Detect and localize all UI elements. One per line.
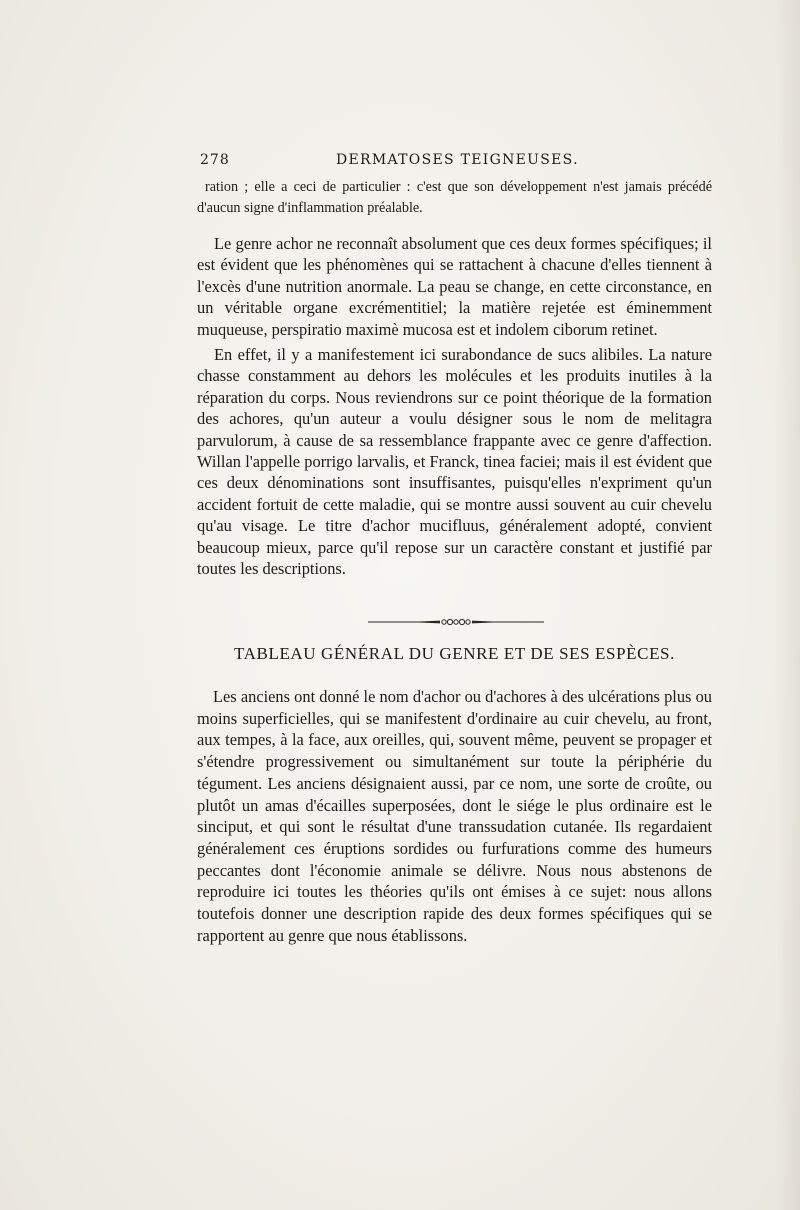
paragraph: Les anciens ont donné le nom d'achor ou d'achores à des ulcérations plus ou moins superficielles, qui se manifestent d'ordinaire au cuir chevelu, au front, aux tempes, à la face, aux oreilles, qui, souvent même, peuvent se propager et s'étendre progressivement ou simultanément sur toute la périphérie du tégument. Les anciens désignaient aussi, par ce nom, une sorte de croûte, ou plutôt un amas d'écailles superposées, dont le siége le plus ordinaire est le sinciput, et qui sont le résultat d'une transsudation cutanée. Ils regardaient généralement ces éruptions sordides ou furfurations comme des humeurs peccantes dont l'économie animale se délivre. Nous nous abstenons de reproduire ici toutes les théories qu'ils ont émises à ce sujet: nous allons toutefois donner une description rapide des deux formes spécifiques qui se rapportent au genre que nous établissons. [197, 687, 712, 945]
paragraph: ration ; elle a ceci de particulier : c'est que son développement n'est jamais précédé d'aucun signe d'inflammation préalable. [197, 179, 712, 216]
decorative-rule-icon [368, 612, 544, 622]
running-title: DERMATOSES TEIGNEUSES. [336, 152, 579, 168]
page-edge-shadow [776, 0, 800, 1210]
section-heading: TABLEAU GÉNÉRAL DU GENRE ET DE SES ESPÈCES. [234, 644, 675, 663]
main-text [197, 233, 712, 580]
section-text [197, 686, 712, 946]
page-number: 278 [200, 152, 230, 168]
paragraph: Le genre achor ne reconnaît absolument que ces deux formes spécifiques; il est évident que les phénomènes qui se rattachent à chacune d'elles tiennent à l'excès d'une nutrition anormale. La peau se change, en cette circonstance, en un véritable organe excrémentitiel; la matière rejetée est éminemment muqueuse, perspiratio maximè mucosa est et indolem ciborum retinet. [197, 234, 712, 339]
continued-paragraph [197, 177, 712, 218]
running-header [200, 152, 710, 172]
paragraph: En effet, il y a manifestement ici surabondance de sucs alibiles. La nature chasse constamment au dehors les molécules et les produits inutiles à la réparation du corps. Nous reviendrons sur ce point théorique de la formation des achores, qu'un auteur a voulu désigner sous le nom de melitagra parvulorum, à cause de sa ressemblance frappante avec ce genre d'affection. Willan l'appelle porrigo larvalis, et Franck, tinea faciei; mais il est évident que ces deux dénominations sont insuffisantes, puisqu'elles n'expriment qu'un accident fortuit de cette maladie, qui se montre aussi souvent au cuir chevelu qu'au visage. Le titre d'achor mucifluus, généralement adopté, convient beaucoup mieux, parce qu'il repose sur un caractère constant et justifié par toutes les descriptions. [197, 345, 712, 579]
